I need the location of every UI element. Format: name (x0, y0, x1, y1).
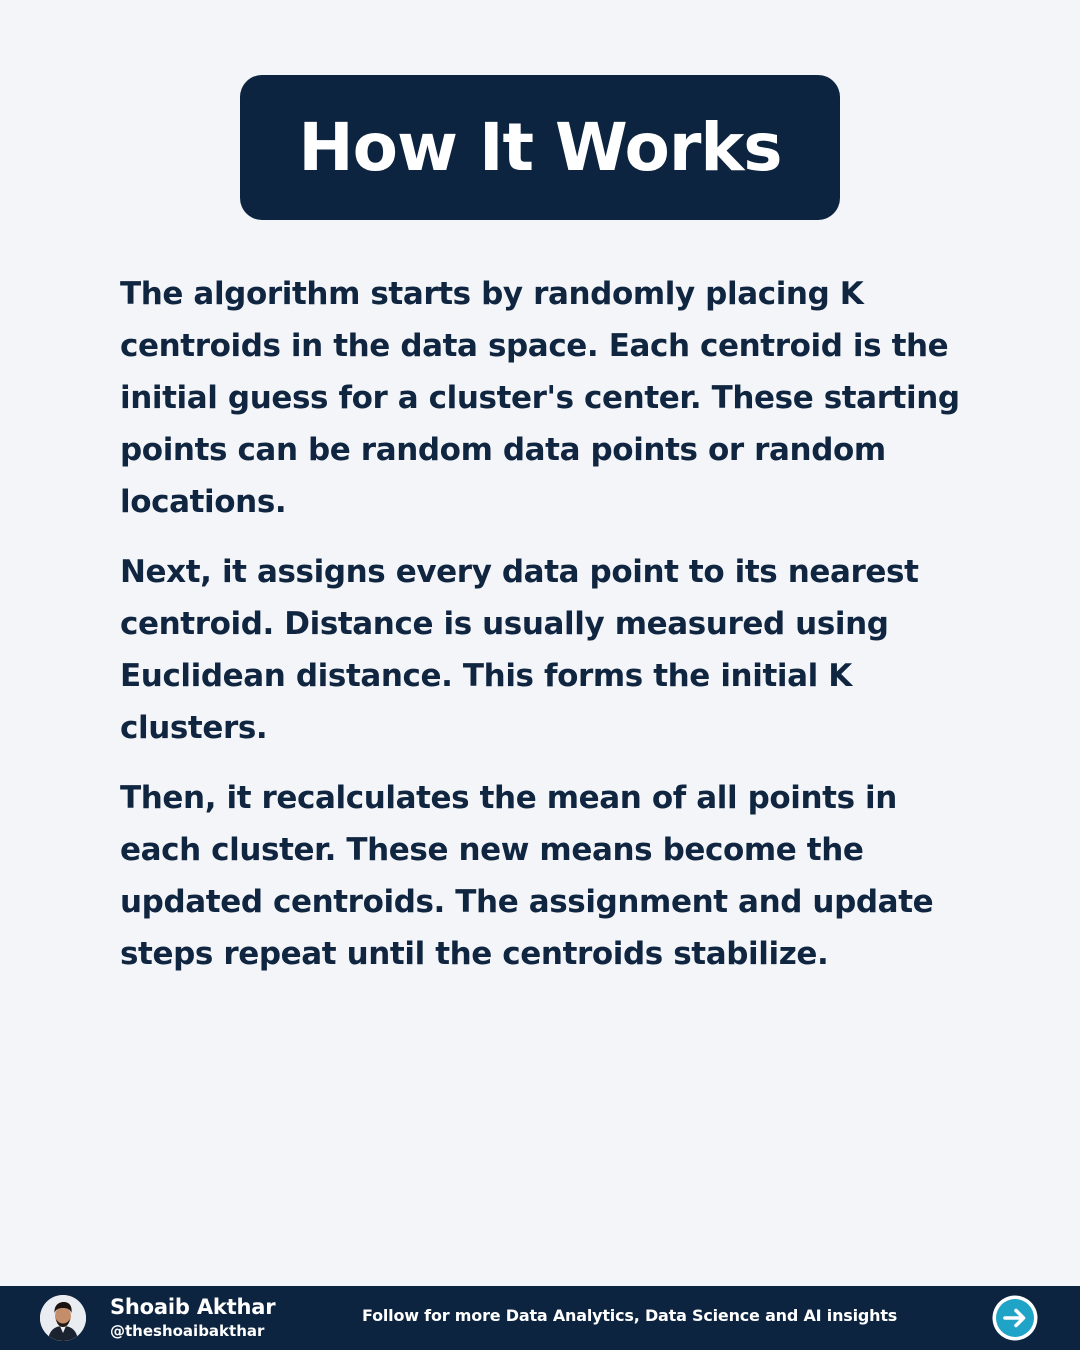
title-banner (240, 75, 840, 220)
follow-call-to-action: Follow for more Data Analytics, Data Science and AI insights (362, 1306, 898, 1325)
paragraph-update: Then, it recalculates the mean of all points in each cluster. These new means become the updated centroids. The assignment and update steps repeat until the centroids stabilize. (120, 780, 934, 972)
person-portrait-icon (40, 1295, 86, 1341)
footer-bar (0, 1286, 1080, 1350)
body-content (120, 268, 960, 998)
page-title: How It Works (298, 108, 782, 186)
avatar (40, 1295, 86, 1341)
author-handle: @theshoaibakthar (110, 1322, 265, 1340)
author-name: Shoaib Akthar (110, 1295, 276, 1319)
paragraph-assign: Next, it assigns every data point to its nearest centroid. Distance is usually measured using Euclidean distance. This forms the initial K clusters. (120, 554, 919, 746)
paragraph-initialize: The algorithm starts by randomly placing K centroids in the data space. Each centroid is the initial guess for a cluster's center. These starting points can be random data points or random locations. (120, 276, 960, 520)
arrow-right-circle-icon (992, 1295, 1038, 1341)
next-slide-button[interactable] (992, 1295, 1038, 1341)
